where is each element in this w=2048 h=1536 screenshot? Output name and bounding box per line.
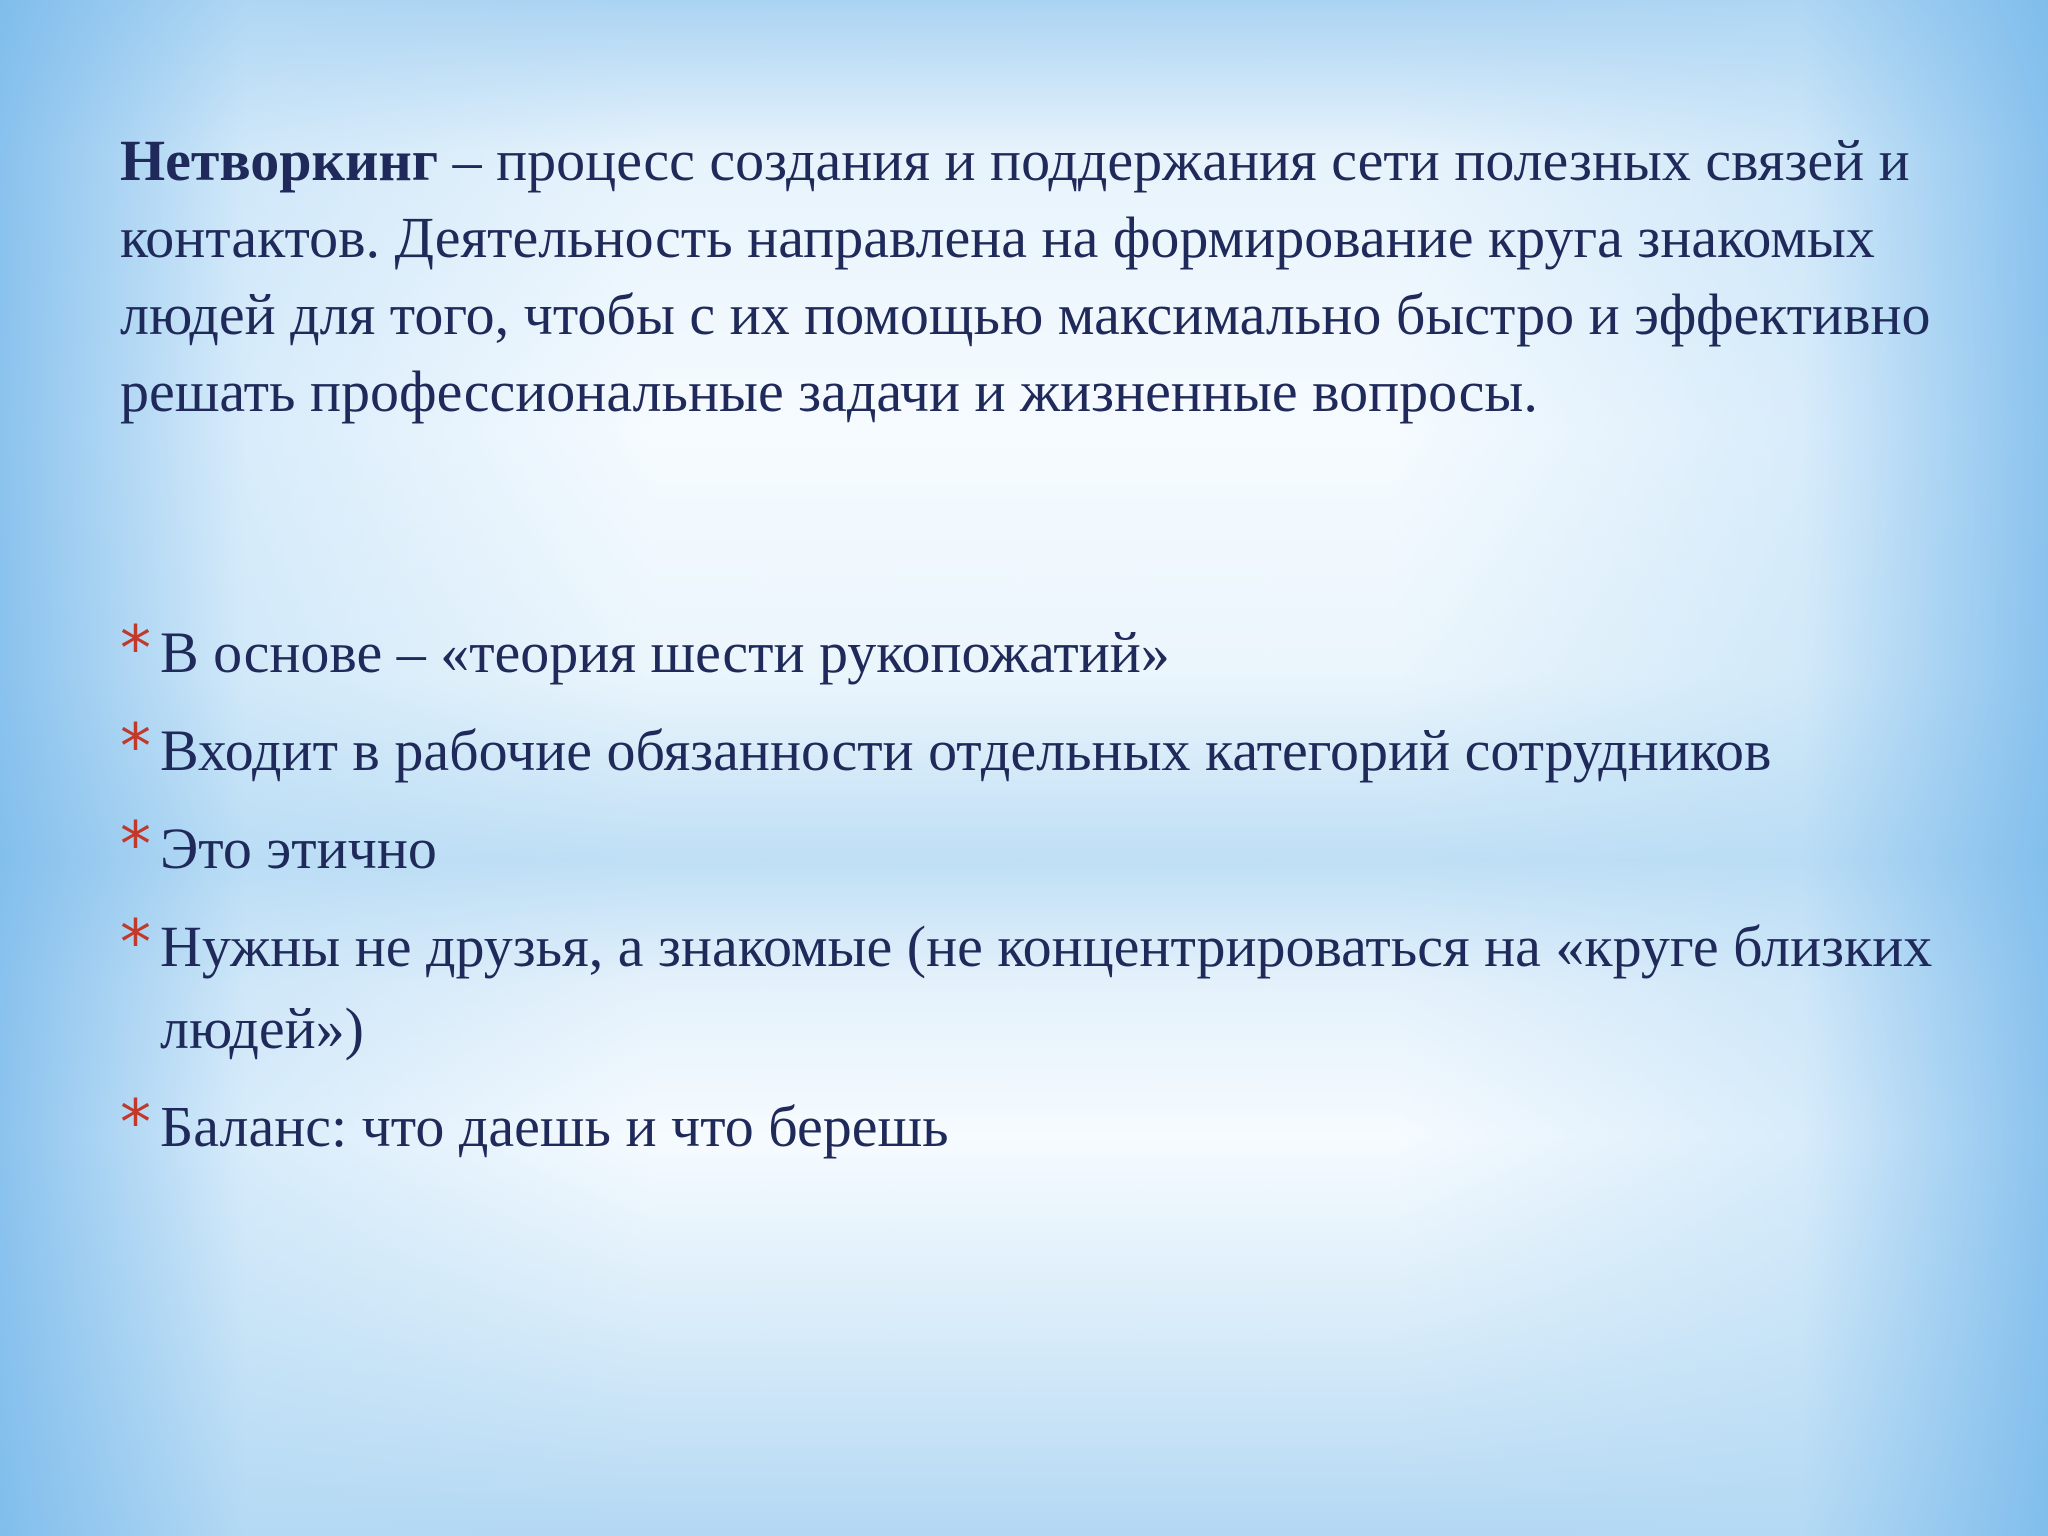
- asterisk-bullet-icon: *: [120, 808, 151, 881]
- definition-paragraph: [120, 122, 1940, 430]
- definition-term: Нетворкинг: [120, 128, 439, 193]
- bullet-list: [120, 612, 1970, 1184]
- asterisk-bullet-icon: *: [120, 710, 151, 783]
- asterisk-bullet-icon: *: [120, 1086, 151, 1159]
- definition-text: – процесс создания и поддержания сети полезных связей и контактов. Деятельность направлена на формирование круга знакомых людей для того, чтобы с их помощью максимально быстро и эффективно решать профессиональные задачи и жизненные вопросы.: [120, 128, 1931, 424]
- list-item: [120, 1086, 1970, 1168]
- asterisk-bullet-icon: *: [120, 612, 151, 685]
- list-item: [120, 906, 1970, 1070]
- asterisk-bullet-icon: *: [120, 906, 151, 979]
- list-item: [120, 612, 1970, 694]
- bullet-text: Это этично: [160, 816, 437, 881]
- bullet-text: Баланс: что даешь и что берешь: [160, 1094, 949, 1159]
- list-item: [120, 710, 1970, 792]
- bullet-text: В основе – «теория шести рукопожатий»: [160, 620, 1170, 685]
- bullet-text: Входит в рабочие обязанности отдельных категорий сотрудников: [160, 718, 1772, 783]
- bullet-text: Нужны не друзья, а знакомые (не концентрироваться на «круге близких людей»): [160, 914, 1933, 1061]
- list-item: [120, 808, 1970, 890]
